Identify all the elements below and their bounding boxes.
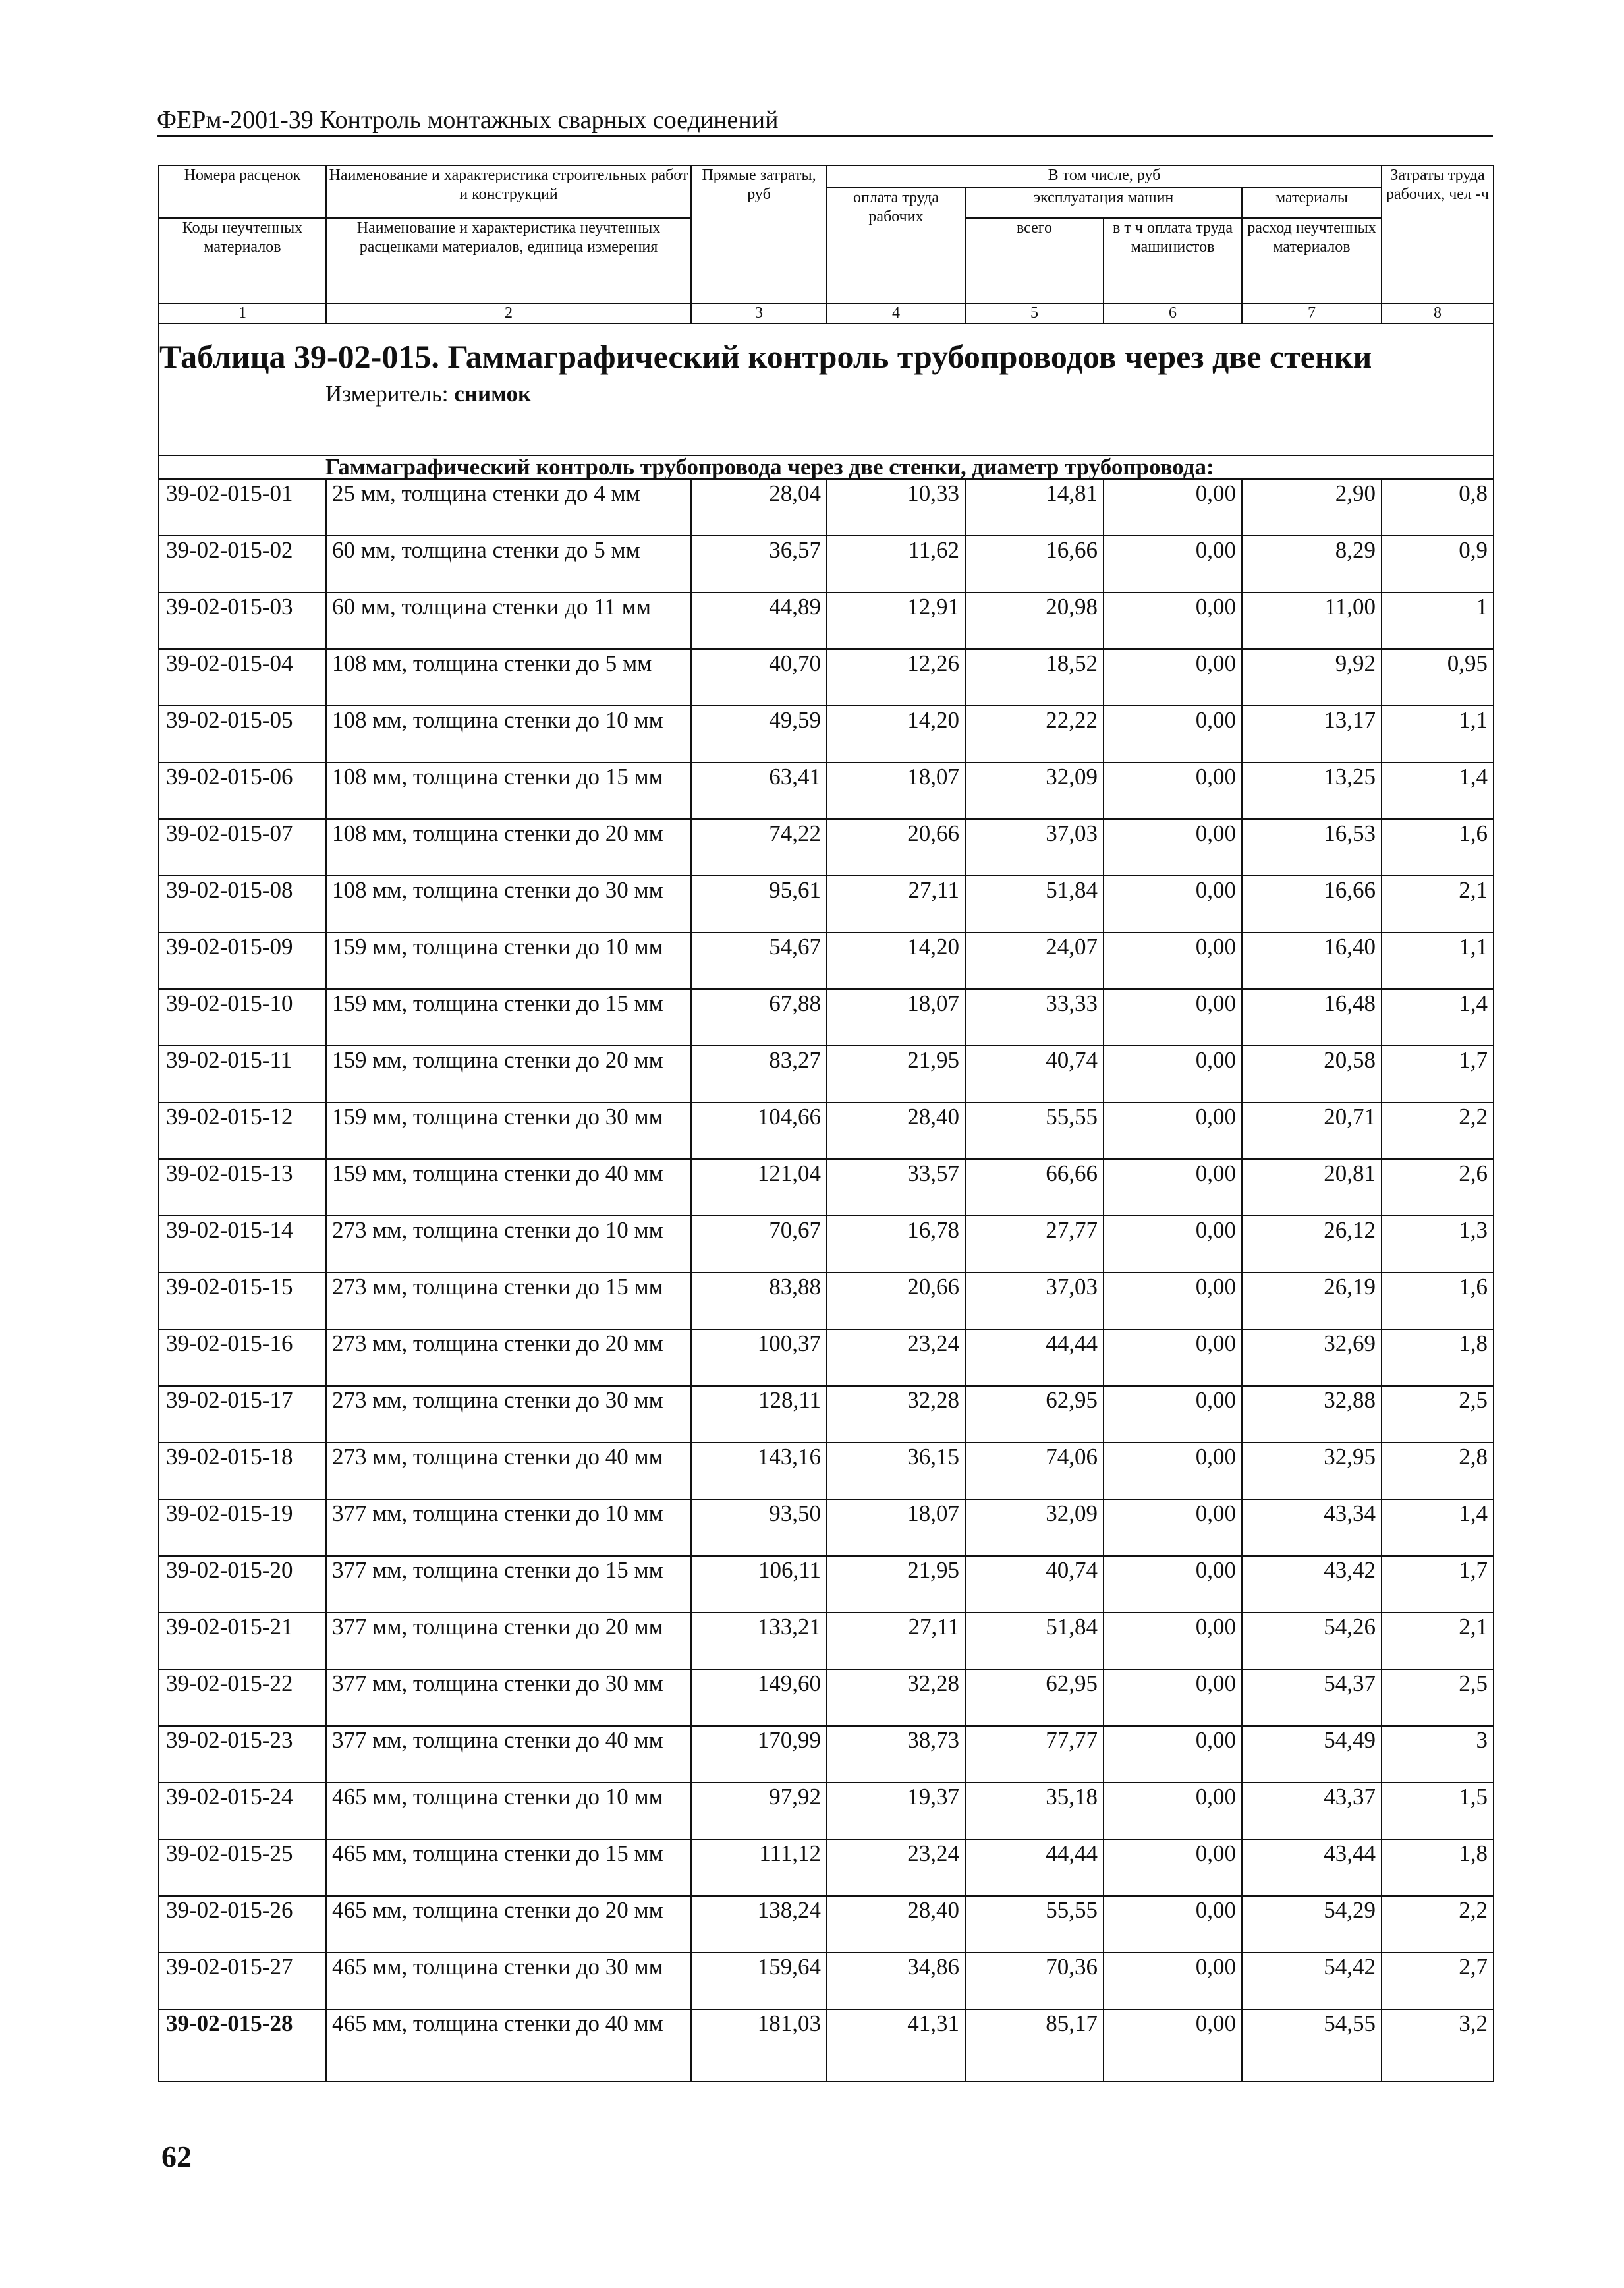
direct-cost: 97,92	[691, 1783, 827, 1839]
materials-cost: 9,92	[1242, 649, 1382, 706]
table-row	[159, 1669, 1494, 1726]
materials-cost: 54,55	[1242, 2009, 1382, 2082]
rate-code: 39-02-015-16	[159, 1329, 326, 1386]
labor-hours: 1,1	[1382, 706, 1494, 762]
labor-pay: 21,95	[827, 1046, 965, 1102]
table-body	[159, 479, 1494, 2082]
operator-pay: 0,00	[1104, 1556, 1242, 1613]
direct-cost: 170,99	[691, 1726, 827, 1783]
labor-hours: 0,95	[1382, 649, 1494, 706]
header-rule	[157, 135, 1493, 137]
labor-hours: 1,1	[1382, 932, 1494, 989]
materials-cost: 54,29	[1242, 1896, 1382, 1953]
machine-cost: 40,74	[965, 1046, 1104, 1102]
operator-pay: 0,00	[1104, 819, 1242, 876]
materials-cost: 2,90	[1242, 479, 1382, 536]
labor-hours: 1,5	[1382, 1783, 1494, 1839]
work-description: 273 мм, толщина стенки до 40 мм	[326, 1443, 691, 1499]
direct-cost: 93,50	[691, 1499, 827, 1556]
table-row	[159, 1499, 1494, 1556]
labor-hours: 3	[1382, 1726, 1494, 1783]
labor-hours: 2,2	[1382, 1896, 1494, 1953]
header-col4: оплата труда рабочих	[827, 188, 965, 304]
table-row	[159, 2009, 1494, 2082]
table-row	[159, 1102, 1494, 1159]
materials-cost: 26,12	[1242, 1216, 1382, 1273]
header-machines: эксплуатация машин	[965, 188, 1242, 218]
rate-code: 39-02-015-07	[159, 819, 326, 876]
materials-cost: 43,37	[1242, 1783, 1382, 1839]
labor-hours: 2,8	[1382, 1443, 1494, 1499]
labor-pay: 23,24	[827, 1839, 965, 1896]
labor-pay: 11,62	[827, 536, 965, 592]
operator-pay: 0,00	[1104, 1783, 1242, 1839]
table-row	[159, 1839, 1494, 1896]
work-description: 273 мм, толщина стенки до 30 мм	[326, 1386, 691, 1443]
table-title-block	[159, 324, 1494, 455]
header-group: В том числе, руб	[827, 165, 1382, 188]
rate-code: 39-02-015-14	[159, 1216, 326, 1273]
rate-code: 39-02-015-02	[159, 536, 326, 592]
header-col7: расход неучтенных материалов	[1242, 218, 1382, 304]
work-description: 25 мм, толщина стенки до 4 мм	[326, 479, 691, 536]
materials-cost: 16,66	[1242, 876, 1382, 932]
machine-cost: 55,55	[965, 1102, 1104, 1159]
rate-code: 39-02-015-01	[159, 479, 326, 536]
section-heading: Гаммаграфический контроль трубопровода через две стенки, диаметр трубопровода:	[325, 454, 1214, 480]
direct-cost: 49,59	[691, 706, 827, 762]
table-row	[159, 649, 1494, 706]
labor-pay: 27,11	[827, 1613, 965, 1669]
machine-cost: 62,95	[965, 1386, 1104, 1443]
rate-code: 39-02-015-08	[159, 876, 326, 932]
materials-cost: 32,88	[1242, 1386, 1382, 1443]
machine-cost: 66,66	[965, 1159, 1104, 1216]
rate-code: 39-02-015-25	[159, 1839, 326, 1896]
operator-pay: 0,00	[1104, 1273, 1242, 1329]
direct-cost: 95,61	[691, 876, 827, 932]
labor-pay: 28,40	[827, 1102, 965, 1159]
table-row	[159, 819, 1494, 876]
unit-line	[325, 381, 1493, 407]
work-description: 108 мм, толщина стенки до 30 мм	[326, 876, 691, 932]
labor-hours: 0,8	[1382, 479, 1494, 536]
materials-cost: 32,69	[1242, 1329, 1382, 1386]
labor-pay: 27,11	[827, 876, 965, 932]
header-col1-bottom: Коды неучтенных материалов	[159, 218, 326, 304]
table-row	[159, 536, 1494, 592]
machine-cost: 70,36	[965, 1953, 1104, 2009]
machine-cost: 32,09	[965, 1499, 1104, 1556]
labor-pay: 36,15	[827, 1443, 965, 1499]
table-row	[159, 932, 1494, 989]
rate-code: 39-02-015-28	[159, 2009, 326, 2082]
labor-hours: 1,8	[1382, 1839, 1494, 1896]
labor-hours: 2,1	[1382, 876, 1494, 932]
labor-pay: 34,86	[827, 1953, 965, 2009]
rate-code: 39-02-015-24	[159, 1783, 326, 1839]
operator-pay: 0,00	[1104, 1726, 1242, 1783]
table-row	[159, 1953, 1494, 2009]
direct-cost: 104,66	[691, 1102, 827, 1159]
operator-pay: 0,00	[1104, 989, 1242, 1046]
work-description: 377 мм, толщина стенки до 20 мм	[326, 1613, 691, 1669]
column-number: 5	[965, 304, 1104, 324]
machine-cost: 32,09	[965, 762, 1104, 819]
rate-code: 39-02-015-13	[159, 1159, 326, 1216]
rate-code: 39-02-015-18	[159, 1443, 326, 1499]
labor-hours: 1,7	[1382, 1046, 1494, 1102]
table-title: Таблица 39-02-015. Гаммаграфический контроль трубопроводов через две стенки	[159, 338, 1372, 375]
work-description: 465 мм, толщина стенки до 10 мм	[326, 1783, 691, 1839]
materials-cost: 32,95	[1242, 1443, 1382, 1499]
machine-cost: 55,55	[965, 1896, 1104, 1953]
work-description: 108 мм, толщина стенки до 10 мм	[326, 706, 691, 762]
machine-cost: 85,17	[965, 2009, 1104, 2082]
work-description: 273 мм, толщина стенки до 15 мм	[326, 1273, 691, 1329]
labor-hours: 1,8	[1382, 1329, 1494, 1386]
table-row	[159, 1216, 1494, 1273]
labor-hours: 1,4	[1382, 989, 1494, 1046]
rate-code: 39-02-015-09	[159, 932, 326, 989]
header-col2-top: Наименование и характеристика строительных работ и конструкций	[326, 165, 691, 218]
column-number: 7	[1242, 304, 1382, 324]
rate-code: 39-02-015-22	[159, 1669, 326, 1726]
direct-cost: 128,11	[691, 1386, 827, 1443]
materials-cost: 11,00	[1242, 592, 1382, 649]
machine-cost: 18,52	[965, 649, 1104, 706]
machine-cost: 33,33	[965, 989, 1104, 1046]
machine-cost: 77,77	[965, 1726, 1104, 1783]
direct-cost: 138,24	[691, 1896, 827, 1953]
operator-pay: 0,00	[1104, 1159, 1242, 1216]
operator-pay: 0,00	[1104, 536, 1242, 592]
operator-pay: 0,00	[1104, 876, 1242, 932]
machine-cost: 51,84	[965, 876, 1104, 932]
work-description: 159 мм, толщина стенки до 20 мм	[326, 1046, 691, 1102]
direct-cost: 40,70	[691, 649, 827, 706]
header-col8: Затраты труда рабочих, чел -ч	[1382, 165, 1494, 304]
labor-pay: 19,37	[827, 1783, 965, 1839]
materials-cost: 54,26	[1242, 1613, 1382, 1669]
materials-cost: 8,29	[1242, 536, 1382, 592]
labor-pay: 18,07	[827, 762, 965, 819]
table-row	[159, 876, 1494, 932]
labor-pay: 18,07	[827, 1499, 965, 1556]
labor-pay: 20,66	[827, 819, 965, 876]
table-row	[159, 592, 1494, 649]
operator-pay: 0,00	[1104, 1669, 1242, 1726]
labor-hours: 2,1	[1382, 1613, 1494, 1669]
table-row	[159, 1556, 1494, 1613]
column-number: 2	[326, 304, 691, 324]
work-description: 465 мм, толщина стенки до 15 мм	[326, 1839, 691, 1896]
labor-hours: 2,5	[1382, 1669, 1494, 1726]
rate-code: 39-02-015-19	[159, 1499, 326, 1556]
header-col3: Прямые затраты, руб	[691, 165, 827, 304]
materials-cost: 20,58	[1242, 1046, 1382, 1102]
table-row	[159, 1783, 1494, 1839]
operator-pay: 0,00	[1104, 706, 1242, 762]
materials-cost: 16,48	[1242, 989, 1382, 1046]
unit-value: снимок	[454, 381, 532, 407]
operator-pay: 0,00	[1104, 479, 1242, 536]
work-description: 377 мм, толщина стенки до 40 мм	[326, 1726, 691, 1783]
work-description: 108 мм, толщина стенки до 15 мм	[326, 762, 691, 819]
labor-pay: 21,95	[827, 1556, 965, 1613]
materials-cost: 43,44	[1242, 1839, 1382, 1896]
work-description: 377 мм, толщина стенки до 10 мм	[326, 1499, 691, 1556]
work-description: 60 мм, толщина стенки до 5 мм	[326, 536, 691, 592]
rate-code: 39-02-015-21	[159, 1613, 326, 1669]
operator-pay: 0,00	[1104, 592, 1242, 649]
labor-pay: 32,28	[827, 1669, 965, 1726]
table-row	[159, 1443, 1494, 1499]
table-row	[159, 1896, 1494, 1953]
labor-hours: 0,9	[1382, 536, 1494, 592]
table-row	[159, 1159, 1494, 1216]
direct-cost: 36,57	[691, 536, 827, 592]
direct-cost: 143,16	[691, 1443, 827, 1499]
work-description: 159 мм, толщина стенки до 40 мм	[326, 1159, 691, 1216]
table-row	[159, 1386, 1494, 1443]
direct-cost: 159,64	[691, 1953, 827, 2009]
table-row	[159, 706, 1494, 762]
machine-cost: 51,84	[965, 1613, 1104, 1669]
direct-cost: 83,88	[691, 1273, 827, 1329]
labor-hours: 1,7	[1382, 1556, 1494, 1613]
table-row	[159, 1273, 1494, 1329]
work-description: 159 мм, толщина стенки до 10 мм	[326, 932, 691, 989]
direct-cost: 100,37	[691, 1329, 827, 1386]
rate-code: 39-02-015-23	[159, 1726, 326, 1783]
labor-pay: 32,28	[827, 1386, 965, 1443]
materials-cost: 13,25	[1242, 762, 1382, 819]
running-head: ФЕРм-2001-39 Контроль монтажных сварных соединений	[157, 106, 779, 134]
direct-cost: 121,04	[691, 1159, 827, 1216]
labor-pay: 12,91	[827, 592, 965, 649]
direct-cost: 70,67	[691, 1216, 827, 1273]
direct-cost: 28,04	[691, 479, 827, 536]
table-row	[159, 1613, 1494, 1669]
operator-pay: 0,00	[1104, 1386, 1242, 1443]
materials-cost: 26,19	[1242, 1273, 1382, 1329]
column-number: 8	[1382, 304, 1494, 324]
labor-hours: 1	[1382, 592, 1494, 649]
labor-pay: 28,40	[827, 1896, 965, 1953]
materials-cost: 43,42	[1242, 1556, 1382, 1613]
materials-cost: 43,34	[1242, 1499, 1382, 1556]
work-description: 465 мм, толщина стенки до 40 мм	[326, 2009, 691, 2082]
rate-code: 39-02-015-03	[159, 592, 326, 649]
labor-hours: 2,6	[1382, 1159, 1494, 1216]
machine-cost: 27,77	[965, 1216, 1104, 1273]
labor-hours: 1,6	[1382, 819, 1494, 876]
header-col5: всего	[965, 218, 1104, 304]
operator-pay: 0,00	[1104, 649, 1242, 706]
direct-cost: 111,12	[691, 1839, 827, 1896]
table-row	[159, 479, 1494, 536]
direct-cost: 106,11	[691, 1556, 827, 1613]
machine-cost: 14,81	[965, 479, 1104, 536]
rate-code: 39-02-015-12	[159, 1102, 326, 1159]
direct-cost: 67,88	[691, 989, 827, 1046]
work-description: 377 мм, толщина стенки до 15 мм	[326, 1556, 691, 1613]
machine-cost: 62,95	[965, 1669, 1104, 1726]
operator-pay: 0,00	[1104, 1046, 1242, 1102]
machine-cost: 35,18	[965, 1783, 1104, 1839]
materials-cost: 54,37	[1242, 1669, 1382, 1726]
direct-cost: 54,67	[691, 932, 827, 989]
direct-cost: 133,21	[691, 1613, 827, 1669]
materials-cost: 20,71	[1242, 1102, 1382, 1159]
work-description: 273 мм, толщина стенки до 10 мм	[326, 1216, 691, 1273]
table-row	[159, 1329, 1494, 1386]
header-col1-top: Номера расценок	[159, 165, 326, 218]
work-description: 159 мм, толщина стенки до 15 мм	[326, 989, 691, 1046]
work-description: 377 мм, толщина стенки до 30 мм	[326, 1669, 691, 1726]
labor-hours: 2,2	[1382, 1102, 1494, 1159]
operator-pay: 0,00	[1104, 1613, 1242, 1669]
work-description: 273 мм, толщина стенки до 20 мм	[326, 1329, 691, 1386]
materials-cost: 20,81	[1242, 1159, 1382, 1216]
machine-cost: 44,44	[965, 1839, 1104, 1896]
labor-pay: 20,66	[827, 1273, 965, 1329]
labor-pay: 41,31	[827, 2009, 965, 2082]
work-description: 108 мм, толщина стенки до 20 мм	[326, 819, 691, 876]
header-materials: материалы	[1242, 188, 1382, 218]
materials-cost: 16,40	[1242, 932, 1382, 989]
price-table	[158, 165, 1494, 2082]
operator-pay: 0,00	[1104, 1896, 1242, 1953]
operator-pay: 0,00	[1104, 1499, 1242, 1556]
column-number: 4	[827, 304, 965, 324]
labor-pay: 14,20	[827, 706, 965, 762]
direct-cost: 149,60	[691, 1669, 827, 1726]
labor-pay: 14,20	[827, 932, 965, 989]
labor-hours: 1,4	[1382, 1499, 1494, 1556]
unit-label: Измеритель:	[325, 381, 449, 407]
rate-code: 39-02-015-17	[159, 1386, 326, 1443]
operator-pay: 0,00	[1104, 1443, 1242, 1499]
rate-code: 39-02-015-26	[159, 1896, 326, 1953]
operator-pay: 0,00	[1104, 932, 1242, 989]
column-number: 3	[691, 304, 827, 324]
labor-hours: 2,5	[1382, 1386, 1494, 1443]
operator-pay: 0,00	[1104, 1102, 1242, 1159]
labor-pay: 18,07	[827, 989, 965, 1046]
rate-code: 39-02-015-27	[159, 1953, 326, 2009]
direct-cost: 44,89	[691, 592, 827, 649]
operator-pay: 0,00	[1104, 762, 1242, 819]
table-row	[159, 989, 1494, 1046]
machine-cost: 44,44	[965, 1329, 1104, 1386]
materials-cost: 54,42	[1242, 1953, 1382, 2009]
work-description: 465 мм, толщина стенки до 30 мм	[326, 1953, 691, 2009]
work-description: 60 мм, толщина стенки до 11 мм	[326, 592, 691, 649]
direct-cost: 74,22	[691, 819, 827, 876]
header-col2-bottom: Наименование и характеристика неучтенных расценками материалов, единица измерения	[326, 218, 691, 304]
labor-hours: 1,6	[1382, 1273, 1494, 1329]
machine-cost: 37,03	[965, 1273, 1104, 1329]
direct-cost: 83,27	[691, 1046, 827, 1102]
table-row	[159, 1046, 1494, 1102]
materials-cost: 54,49	[1242, 1726, 1382, 1783]
labor-pay: 12,26	[827, 649, 965, 706]
operator-pay: 0,00	[1104, 1216, 1242, 1273]
materials-cost: 16,53	[1242, 819, 1382, 876]
rate-code: 39-02-015-20	[159, 1556, 326, 1613]
operator-pay: 0,00	[1104, 1329, 1242, 1386]
labor-pay: 10,33	[827, 479, 965, 536]
operator-pay: 0,00	[1104, 1953, 1242, 2009]
column-number: 6	[1104, 304, 1242, 324]
rate-code: 39-02-015-11	[159, 1046, 326, 1102]
table-row	[159, 762, 1494, 819]
labor-pay: 23,24	[827, 1329, 965, 1386]
labor-hours: 2,7	[1382, 1953, 1494, 2009]
machine-cost: 22,22	[965, 706, 1104, 762]
direct-cost: 63,41	[691, 762, 827, 819]
labor-pay: 16,78	[827, 1216, 965, 1273]
machine-cost: 20,98	[965, 592, 1104, 649]
labor-hours: 3,2	[1382, 2009, 1494, 2082]
materials-cost: 13,17	[1242, 706, 1382, 762]
direct-cost: 181,03	[691, 2009, 827, 2082]
operator-pay: 0,00	[1104, 2009, 1242, 2082]
labor-hours: 1,3	[1382, 1216, 1494, 1273]
rate-code: 39-02-015-05	[159, 706, 326, 762]
operator-pay: 0,00	[1104, 1839, 1242, 1896]
work-description: 159 мм, толщина стенки до 30 мм	[326, 1102, 691, 1159]
table-row	[159, 1726, 1494, 1783]
rate-code: 39-02-015-06	[159, 762, 326, 819]
machine-cost: 37,03	[965, 819, 1104, 876]
machine-cost: 40,74	[965, 1556, 1104, 1613]
labor-pay: 38,73	[827, 1726, 965, 1783]
work-description: 465 мм, толщина стенки до 20 мм	[326, 1896, 691, 1953]
labor-hours: 1,4	[1382, 762, 1494, 819]
header-col6: в т ч оплата труда машинистов	[1104, 218, 1242, 304]
machine-cost: 24,07	[965, 932, 1104, 989]
machine-cost: 16,66	[965, 536, 1104, 592]
column-number: 1	[159, 304, 326, 324]
section-heading-cell	[159, 455, 1494, 479]
page-number: 62	[161, 2140, 192, 2173]
rate-code: 39-02-015-04	[159, 649, 326, 706]
labor-pay: 33,57	[827, 1159, 965, 1216]
rate-code: 39-02-015-15	[159, 1273, 326, 1329]
rate-code: 39-02-015-10	[159, 989, 326, 1046]
machine-cost: 74,06	[965, 1443, 1104, 1499]
work-description: 108 мм, толщина стенки до 5 мм	[326, 649, 691, 706]
